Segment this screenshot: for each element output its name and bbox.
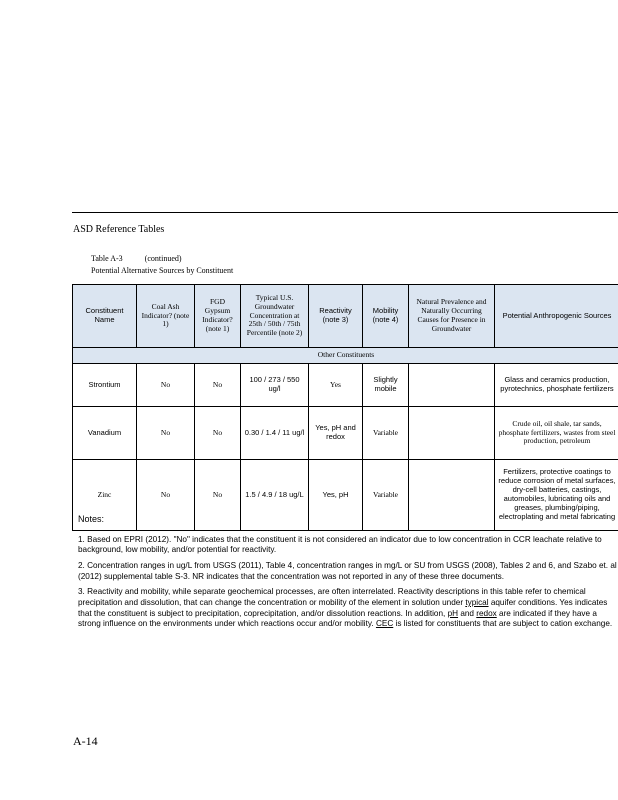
group-label: Other Constituents	[73, 348, 618, 364]
constituent-name: Strontium	[73, 364, 137, 407]
ph-underlined: pH	[447, 608, 459, 618]
reactivity: Yes, pH and redox	[309, 407, 363, 460]
table-status: (continued)	[144, 254, 182, 263]
notes-title: Notes:	[78, 514, 105, 524]
page-number: A-14	[73, 734, 98, 748]
cec-underlined: CEC	[375, 619, 394, 629]
concentration: 0.30 / 1.4 / 11 ug/l	[241, 407, 309, 460]
table-id: Table A-3	[91, 254, 123, 263]
header-anthropogenic: Potential Anthropogenic Sources	[495, 285, 618, 348]
note-1: 1. Based on EPRI (2012). "No" indicates that the constituent it is not considered an indicator due to low concentration in CCR leachate relative to background, low mobility, and/or potential for reactivity.	[78, 534, 602, 555]
typical-underlined: typical	[465, 597, 489, 607]
anthropogenic-sources: Crude oil, oil shale, tar sands, phosphate fertilizers, wastes from steel production, petroleum	[495, 407, 618, 460]
coal-ash-indicator: No	[137, 407, 195, 460]
coal-ash-indicator: No	[137, 364, 195, 407]
header-fgd: FGD Gypsum Indicator? (note 1)	[195, 285, 241, 348]
table-label	[91, 254, 182, 263]
anthropogenic-sources: Fertilizers, protective coatings to reduce corrosion of metal surfaces, dry-cell batteries, castings, automobiles, lubricating oils and greases, plumbing/piping, electroplating and metal fabricating	[495, 460, 618, 531]
header-coal-ash: Coal Ash Indicator? (note 1)	[137, 285, 195, 348]
mobility: Slightly mobile	[363, 364, 409, 407]
header-reactivity: Reactivity (note 3)	[309, 285, 363, 348]
notes-section	[78, 514, 618, 635]
header-row	[73, 285, 618, 348]
reactivity: Yes, pH	[309, 460, 363, 531]
natural-prevalence	[409, 364, 495, 407]
redox-underlined: redox	[476, 608, 497, 618]
fgd-indicator: No	[195, 407, 241, 460]
section-title: ASD Reference Tables	[73, 224, 165, 235]
table-subtitle: Potential Alternative Sources by Constituent	[91, 266, 234, 275]
mobility: Variable	[363, 407, 409, 460]
table-row	[73, 364, 618, 407]
header-mobility: Mobility (note 4)	[363, 285, 409, 348]
header-concentration: Typical U.S. Groundwater Concentration at 25th / 50th / 75th Percentile (note 2)	[241, 285, 309, 348]
constituent-name: Vanadium	[73, 407, 137, 460]
coal-ash-indicator: No	[137, 460, 195, 531]
header-rule	[72, 212, 618, 213]
note-2: 2. Concentration ranges in ug/L from USGS (2011), Table 4, concentration ranges in mg/L or SU from USGS (2008), Tables 2 and 6, and Szabo et. al (2012) supplemental table S-3. NR indicates that the concentration was not reported in any of these three documents.	[78, 561, 617, 581]
note-3: 3. Reactivity and mobility, while separate geochemical processes, are often interrelated. Reactivity descriptions in this table refer to chemical precipitation and dissolution, that can change the concentration or mobility of the element in solution under typical aquifer conditions. Yes indicates that the constituent is subject to precipitation, coprecipitation, and/or dissolution reactions. In addition, pH and redox are indicated if they have a strong influence on the environments under which reactions occur and/or mobility. CEC is listed for constituents that are subject to cation exchange.	[78, 587, 613, 629]
anthropogenic-sources: Glass and ceramics production, pyrotechnics, phosphate fertilizers	[495, 364, 618, 407]
constituent-name: Zinc	[73, 460, 137, 531]
concentration: 1.5 / 4.9 / 18 ug/L	[241, 460, 309, 531]
fgd-indicator: No	[195, 460, 241, 531]
header-natural: Natural Prevalence and Naturally Occurring Causes for Presence in Groundwater	[409, 285, 495, 348]
concentration: 100 / 273 / 550 ug/l	[241, 364, 309, 407]
group-row	[73, 348, 618, 364]
reference-table	[72, 284, 618, 531]
natural-prevalence	[409, 407, 495, 460]
header-constituent: Constituent Name	[73, 285, 137, 348]
reactivity: Yes	[309, 364, 363, 407]
fgd-indicator: No	[195, 364, 241, 407]
mobility: Variable	[363, 460, 409, 531]
table-row	[73, 407, 618, 460]
